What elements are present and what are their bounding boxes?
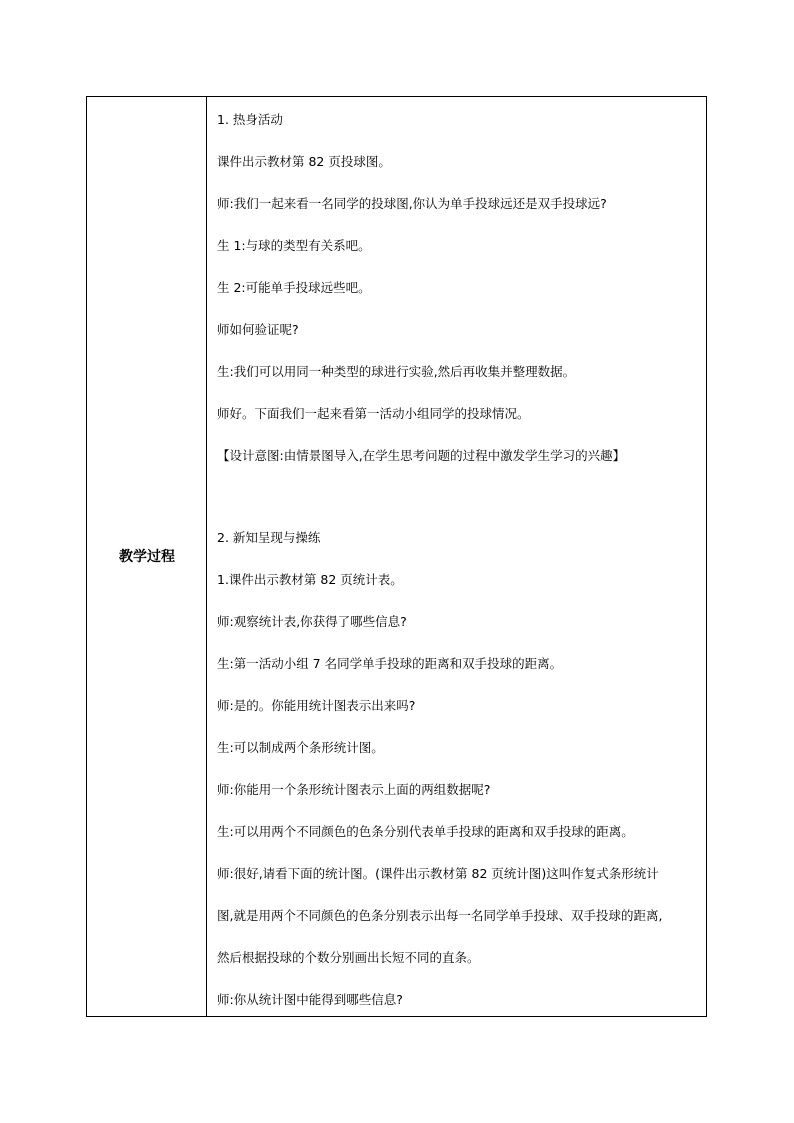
paragraph: 图,就是用两个不同颜色的色条分别表示出每一名同学单手投球、双手投球的距离, [217, 908, 663, 923]
paragraph: 课件出示教材第 82 页投球图。 [217, 154, 391, 169]
paragraph: 生:我们可以用同一种类型的球进行实验,然后再收集并整理数据。 [217, 364, 576, 379]
section-heading-warmup: 1. 热身活动 [217, 112, 283, 127]
design-intent-note: 【设计意图:由情景图导入,在学生思考问题的过程中激发学生学习的兴趣】 [217, 448, 626, 463]
paragraph: 生:可以制成两个条形统计图。 [217, 740, 384, 755]
section-heading-new-knowledge: 2. 新知呈现与操练 [217, 530, 321, 545]
paragraph: 生 2:可能单手投球远些吧。 [217, 280, 371, 295]
paragraph: 师:是的。你能用统计图表示出来吗? [217, 698, 416, 713]
paragraph: 1.课件出示教材第 82 页统计表。 [217, 572, 403, 587]
paragraph: 师:你从统计图中能得到哪些信息? [217, 992, 403, 1007]
paragraph: 生:第一活动小组 7 名同学单手投球的距离和双手投球的距离。 [217, 656, 563, 671]
paragraph: 生:可以用两个不同颜色的色条分别代表单手投球的距离和双手投球的距离。 [217, 824, 634, 839]
row-label: 教学过程 [119, 549, 175, 565]
paragraph: 师:观察统计表,你获得了哪些信息? [217, 614, 407, 629]
paragraph: 师:很好,请看下面的统计图。(课件出示教材第 82 页统计图)这叫作复式条形统计 [217, 866, 659, 881]
row-label-cell [87, 97, 207, 1016]
paragraph: 然后根据投球的个数分别画出长短不同的直条。 [217, 950, 480, 965]
paragraph: 师:我们一起来看一名同学的投球图,你认为单手投球远还是双手投球远? [217, 196, 607, 211]
paragraph: 生 1:与球的类型有关系吧。 [217, 238, 371, 253]
paragraph: 师如何验证呢? [217, 322, 299, 337]
paragraph: 师好。下面我们一起来看第一活动小组同学的投球情况。 [217, 406, 530, 421]
paragraph: 师:你能用一个条形统计图表示上面的两组数据呢? [217, 782, 491, 797]
lesson-table [86, 96, 707, 1017]
